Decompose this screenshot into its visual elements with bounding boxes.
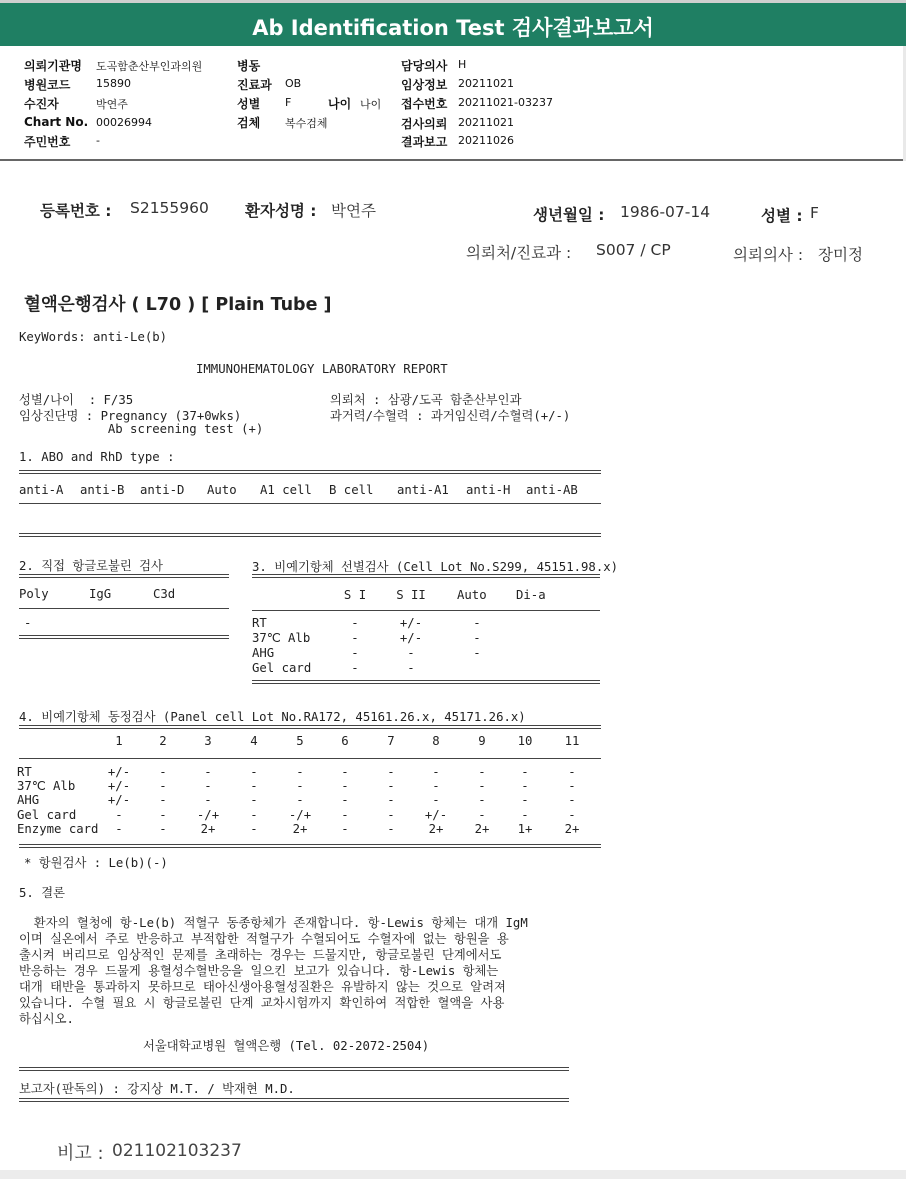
s4-cell: - bbox=[521, 808, 529, 822]
receipt-no-value: 20211021-03237 bbox=[458, 96, 553, 109]
s4-row-label: Enzyme card bbox=[17, 822, 99, 836]
s4-cell: - bbox=[115, 808, 123, 822]
s3-header-cell: Di-a bbox=[516, 588, 546, 602]
s3-mid-rule bbox=[252, 610, 600, 611]
s2-header-cell: Poly bbox=[19, 587, 49, 601]
s1-bottom-rule bbox=[19, 533, 601, 537]
s4-cell: - bbox=[204, 793, 212, 807]
s4-cell: - bbox=[568, 808, 576, 822]
s3-cell: +/- bbox=[399, 616, 423, 630]
s4-cell: 2+ bbox=[200, 822, 216, 836]
s4-cell: - bbox=[521, 765, 529, 779]
s4-cell: - bbox=[521, 779, 529, 793]
conclusion-line: 출시켜 버리므로 임상적인 문제를 초래하는 경우는 드물지만, 항글로불린 단계에서도 bbox=[19, 948, 502, 962]
receipt-no-label: 접수번호 bbox=[401, 97, 448, 111]
s3-cell: - bbox=[473, 646, 481, 660]
s4-cell: - bbox=[387, 822, 395, 836]
s4-cell: - bbox=[250, 765, 258, 779]
dept-value: S007 / CP bbox=[596, 241, 671, 259]
s3-cell: - bbox=[473, 631, 481, 645]
ward-label: 병동 bbox=[237, 59, 261, 73]
s4-mid-rule bbox=[19, 758, 601, 759]
s4-cell: - bbox=[387, 793, 395, 807]
chart-no-label: Chart No. bbox=[24, 115, 89, 129]
footer-bottom-rule bbox=[19, 1098, 569, 1102]
s4-cell: 2+ bbox=[564, 822, 580, 836]
s4-cell: - bbox=[296, 779, 304, 793]
s4-cell: - bbox=[387, 808, 395, 822]
s4-top-rule bbox=[19, 725, 601, 729]
s3-cell: - bbox=[351, 616, 359, 630]
s1-header-cell: Auto bbox=[207, 483, 237, 497]
sex-age-info: 성별/나이 : F/35 bbox=[19, 393, 134, 407]
s4-cell: 2+ bbox=[292, 822, 308, 836]
s4-cell: - bbox=[341, 808, 349, 822]
s3-bottom-rule bbox=[252, 680, 600, 684]
doctor-label: 의뢰의사 : bbox=[733, 246, 804, 264]
s4-cell: +/- bbox=[107, 793, 131, 807]
s2-value: - bbox=[24, 616, 32, 630]
s3-row-label: 37℃ Alb bbox=[252, 631, 311, 645]
s4-cell: - bbox=[568, 793, 576, 807]
s4-header-cell: 11 bbox=[564, 734, 580, 748]
conclusion-line: 환자의 혈청에 항-Le(b) 적혈구 동종항체가 존재합니다. 항-Lewis 항체는 대개 IgM bbox=[19, 916, 528, 930]
test-request-value: 20211021 bbox=[458, 116, 514, 129]
s4-cell: - bbox=[250, 793, 258, 807]
s3-row-label: RT bbox=[252, 616, 267, 630]
examinee-value: 박연주 bbox=[96, 98, 128, 111]
antigen-test: * 항원검사 : Le(b)(-) bbox=[24, 856, 168, 870]
conclusion-line: 하십시오. bbox=[19, 1012, 74, 1026]
lab-report-title: IMMUNOHEMATOLOGY LABORATORY REPORT bbox=[196, 362, 448, 376]
s4-header-cell: 10 bbox=[517, 734, 533, 748]
s4-cell: - bbox=[159, 793, 167, 807]
s4-cell: - bbox=[478, 793, 486, 807]
s4-header-cell: 6 bbox=[341, 734, 349, 748]
conclusion-line: 대개 태반을 통과하지 못하므로 태아신생아용혈성질환은 유발하지 않는 것으로 알려져 bbox=[19, 980, 506, 994]
s3-title: 3. 비예기항체 선별검사 (Cell Lot No.S299, 45151.98.x) bbox=[252, 560, 619, 574]
referral-info: 의뢰처 : 삼광/도곡 함춘산부인과 bbox=[330, 393, 522, 407]
dob-label: 생년월일 : bbox=[533, 206, 605, 224]
hospital-code-label: 병원코드 bbox=[24, 78, 71, 92]
section-title: 혈액은행검사 ( L70 ) [ Plain Tube ] bbox=[24, 295, 332, 315]
physician-value: H bbox=[458, 58, 467, 71]
resident-no-value: - bbox=[96, 134, 100, 147]
physician-label: 담당의사 bbox=[401, 59, 448, 73]
age-value: 나이 bbox=[360, 98, 382, 111]
s3-header-cell: Auto bbox=[457, 588, 487, 602]
s4-row-label: 37℃ Alb bbox=[17, 779, 76, 793]
s4-cell: 2+ bbox=[474, 822, 490, 836]
patient-sex-value: F bbox=[810, 204, 819, 222]
result-report-label: 결과보고 bbox=[401, 135, 448, 149]
s1-header-cell: anti-D bbox=[140, 483, 185, 497]
s1-mid-rule bbox=[19, 503, 601, 504]
s4-cell: - bbox=[478, 765, 486, 779]
s3-cell: - bbox=[351, 646, 359, 660]
s2-header-cell: IgG bbox=[89, 587, 112, 601]
s4-row-label: Gel card bbox=[17, 808, 77, 822]
s4-cell: - bbox=[341, 822, 349, 836]
s3-row-label: AHG bbox=[252, 646, 275, 660]
s4-cell: - bbox=[432, 765, 440, 779]
s4-title: 4. 비예기항체 동정검사 (Panel cell Lot No.RA172, 45161.26.x, 45171.26.x) bbox=[19, 710, 526, 724]
s1-header-cell: B cell bbox=[329, 483, 374, 497]
s1-title: 1. ABO and RhD type : bbox=[19, 450, 175, 464]
s4-cell: - bbox=[568, 779, 576, 793]
examinee-label: 수진자 bbox=[24, 97, 59, 111]
s4-header-cell: 3 bbox=[204, 734, 212, 748]
s1-header-cell: anti-B bbox=[80, 483, 125, 497]
sex-label: 성별 bbox=[237, 97, 261, 111]
institution-value: 도곡함춘산부인과의원 bbox=[96, 60, 203, 73]
institution-label: 의뢰기관명 bbox=[24, 59, 82, 73]
s4-cell: - bbox=[341, 793, 349, 807]
title-bar bbox=[0, 0, 906, 46]
s4-header-cell: 5 bbox=[296, 734, 304, 748]
s3-cell: - bbox=[407, 646, 415, 660]
result-report-value: 20211026 bbox=[458, 134, 514, 147]
s4-cell: 2+ bbox=[428, 822, 444, 836]
s4-cell: - bbox=[115, 822, 123, 836]
s4-cell: +/- bbox=[107, 765, 131, 779]
s4-header-cell: 1 bbox=[115, 734, 123, 748]
s4-cell: - bbox=[432, 793, 440, 807]
s1-header-cell: anti-A bbox=[19, 483, 64, 497]
s2-bottom-rule bbox=[19, 635, 229, 639]
clinical-info-value: 20211021 bbox=[458, 77, 514, 90]
s3-top-rule bbox=[252, 574, 600, 578]
dept-label: 의뢰처/진료과 : bbox=[466, 244, 572, 262]
s1-header-cell: anti-H bbox=[466, 483, 511, 497]
dob-value: 1986-07-14 bbox=[620, 203, 711, 221]
s3-cell: - bbox=[473, 616, 481, 630]
s4-cell: 1+ bbox=[517, 822, 533, 836]
s4-cell: - bbox=[204, 765, 212, 779]
s1-header-cell: A1 cell bbox=[260, 483, 312, 497]
s4-cell: - bbox=[204, 779, 212, 793]
s1-top-rule bbox=[19, 470, 601, 474]
s4-cell: - bbox=[341, 779, 349, 793]
s4-row-label: AHG bbox=[17, 793, 40, 807]
s4-cell: - bbox=[387, 779, 395, 793]
s4-cell: -/+ bbox=[288, 808, 312, 822]
note-label: 비고 : bbox=[57, 1143, 104, 1164]
hospital-contact: 서울대학교병원 혈액은행 (Tel. 02-2072-2504) bbox=[143, 1039, 430, 1053]
footer-top-rule bbox=[19, 1067, 569, 1071]
department-value: OB bbox=[285, 77, 302, 90]
s4-cell: - bbox=[250, 822, 258, 836]
sex-value: F bbox=[285, 96, 292, 109]
bottom-strip bbox=[0, 1170, 906, 1179]
s4-cell: - bbox=[250, 779, 258, 793]
s5-title: 5. 결론 bbox=[19, 886, 65, 900]
s2-mid-rule bbox=[19, 608, 229, 609]
s4-bottom-rule bbox=[19, 844, 601, 848]
s3-header-cell: S II bbox=[396, 588, 426, 602]
s4-cell: +/- bbox=[424, 808, 448, 822]
s2-title: 2. 직접 항글로불린 검사 bbox=[19, 559, 163, 573]
s4-cell: -/+ bbox=[196, 808, 220, 822]
s4-cell: - bbox=[387, 765, 395, 779]
s1-header-cell: anti-AB bbox=[526, 483, 578, 497]
reg-no-value: S2155960 bbox=[130, 199, 209, 217]
s3-header-cell: S I bbox=[343, 588, 367, 602]
conclusion-line: 있습니다. 수혈 필요 시 항글로불린 단계 교차시험까지 확인하여 적합한 혈액을 사용 bbox=[19, 996, 505, 1010]
s4-cell: - bbox=[341, 765, 349, 779]
patient-sex-label: 성별 : bbox=[761, 207, 803, 225]
chart-no-value: 00026994 bbox=[96, 116, 152, 129]
diagnosis-info: 임상진단명 : Pregnancy (37+0wks) bbox=[19, 409, 242, 423]
patient-name-label: 환자성명 : bbox=[245, 202, 317, 220]
s4-cell: - bbox=[478, 808, 486, 822]
s1-header-cell: anti-A1 bbox=[397, 483, 449, 497]
s4-cell: - bbox=[159, 779, 167, 793]
s2-header-cell: C3d bbox=[153, 587, 176, 601]
patient-name-value: 박연주 bbox=[331, 202, 376, 220]
s4-cell: +/- bbox=[107, 779, 131, 793]
s4-cell: - bbox=[521, 793, 529, 807]
department-label: 진료과 bbox=[237, 78, 272, 92]
s2-top-rule bbox=[19, 574, 229, 578]
s4-cell: - bbox=[159, 765, 167, 779]
s4-cell: - bbox=[478, 779, 486, 793]
hospital-code-value: 15890 bbox=[96, 77, 131, 90]
s4-cell: - bbox=[296, 793, 304, 807]
keywords: KeyWords: anti-Le(b) bbox=[19, 330, 168, 344]
s3-cell: +/- bbox=[399, 631, 423, 645]
report-title: Ab Identification Test 검사결과보고서 bbox=[252, 16, 654, 40]
s4-cell: - bbox=[159, 822, 167, 836]
test-request-label: 검사의뢰 bbox=[401, 117, 448, 131]
age-label: 나이 bbox=[328, 97, 352, 111]
clinical-info-label: 임상정보 bbox=[401, 78, 448, 92]
resident-no-label: 주민번호 bbox=[24, 135, 71, 149]
s4-cell: - bbox=[568, 765, 576, 779]
conclusion-line: 이며 실온에서 주로 반응하고 부적합한 적혈구가 수혈되어도 수혈자에 없는 항원을 용 bbox=[19, 932, 509, 946]
s4-header-cell: 4 bbox=[250, 734, 258, 748]
reporter: 보고자(판독의) : 강지상 M.T. / 박재현 M.D. bbox=[19, 1082, 295, 1096]
s4-header-cell: 9 bbox=[478, 734, 486, 748]
s4-row-label: RT bbox=[17, 765, 32, 779]
s4-cell: - bbox=[159, 808, 167, 822]
report-document bbox=[0, 161, 906, 1172]
s4-header-cell: 2 bbox=[159, 734, 167, 748]
history-info: 과거력/수혈력 : 과거임신력/수혈력(+/-) bbox=[330, 409, 571, 423]
diagnosis-info-2: Ab screening test (+) bbox=[19, 422, 264, 436]
s3-cell: - bbox=[351, 631, 359, 645]
s3-cell: - bbox=[407, 661, 415, 675]
s4-cell: - bbox=[432, 779, 440, 793]
specimen-value: 복수검체 bbox=[285, 117, 328, 130]
doctor-value: 장미정 bbox=[818, 246, 863, 264]
s4-cell: - bbox=[296, 765, 304, 779]
reg-no-label: 등록번호 : bbox=[40, 202, 112, 220]
s4-cell: - bbox=[250, 808, 258, 822]
s4-header-cell: 7 bbox=[387, 734, 395, 748]
conclusion-line: 반응하는 경우 드물게 용혈성수혈반응을 일으킨 보고가 있습니다. 항-Lewis 항체는 bbox=[19, 964, 499, 978]
s3-cell: - bbox=[351, 661, 359, 675]
note-value: 021102103237 bbox=[112, 1141, 242, 1161]
s3-row-label: Gel card bbox=[252, 661, 312, 675]
specimen-label: 검체 bbox=[237, 116, 261, 130]
s4-header-cell: 8 bbox=[432, 734, 440, 748]
